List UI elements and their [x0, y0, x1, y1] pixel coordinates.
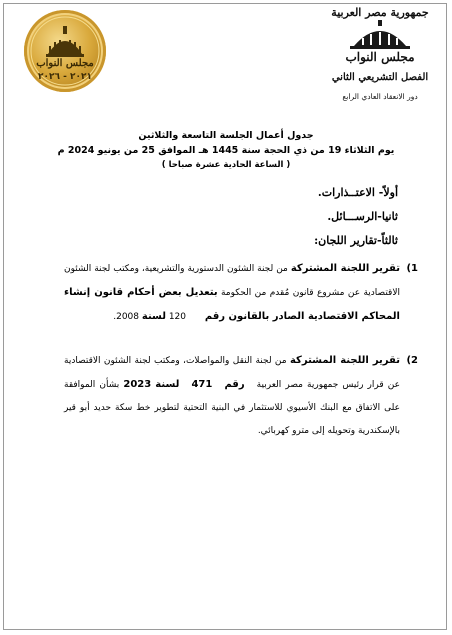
law-number: 120 [168, 312, 187, 322]
section-apologies: أولاً- الاعتــذارات. [317, 186, 398, 199]
agenda-time: ( الساعة الحادية عشرة صباحا ) [161, 160, 291, 170]
item-lead: تقرير اللجنة المشتركة [290, 263, 400, 274]
item-text: من لجنة الشئون الدستورية والتشريعية، ومكتب لجنة الشئون الاقتصادية عن مشروع قانون مُقدم من الحكومة [64, 264, 400, 298]
year-label: لسنة [141, 311, 166, 322]
agenda-item-1 [64, 257, 418, 329]
decree-year: 2023 [123, 379, 152, 390]
item-subject: بتعديل بعض أحكام قانون إنشاء المحاكم الاقتصادية الصادر بالقانون رقم [64, 287, 400, 322]
agenda-date: يوم الثلاثاء 19 من ذي الحجة سنة 1445 هـ الموافق 25 من يونيو 2024 م [57, 145, 395, 156]
decree-number: 471 [191, 379, 213, 390]
logo-country: جمهورية مصر العربية [331, 6, 429, 19]
section-letters: ثانيا-الرســـائل. [327, 210, 398, 223]
seal-text: مجلس النواب [36, 58, 94, 69]
seal-years: ٢٠٢١ - ٢٠٢٦ [38, 72, 92, 82]
dome-icon [348, 20, 412, 50]
section-committee-reports: ثالثاً-تقارير اللجان: [314, 234, 398, 247]
year-label: لسنة [155, 379, 180, 390]
law-year: 2008. [113, 312, 139, 322]
decree-label: رقم [224, 379, 245, 390]
item-number: 1) [406, 263, 418, 274]
item-text-continued: بشأن الموافقة على الاتفاق مع البنك الأسيوي للاستثمار في البنية التحتية لتطوير خط سكة حديد أبو قير بالإسكندرية وتحويله إلى مترو كهربائي. [64, 380, 400, 436]
logo-parliament-name: مجلس النواب [345, 50, 415, 64]
parliament-header-logo [318, 6, 442, 106]
item-lead: تقرير اللجنة المشتركة [289, 355, 400, 366]
agenda-title-block [20, 128, 432, 173]
item-number: 2) [406, 355, 418, 366]
parliament-seal-logo [24, 10, 106, 92]
logo-session: دور الانعقاد العادي الرابع [342, 92, 418, 101]
agenda-title: جدول أعمال الجلسة التاسعة والثلاثين [138, 130, 314, 141]
item-text: من لجنة النقل والمواصلات، ومكتب لجنة الشئون الاقتصادية عن قرار رئيس جمهورية مصر العربية [64, 356, 400, 390]
logo-legislative-term: الفصل التشريعي الثاني [331, 72, 429, 83]
agenda-item-2 [64, 349, 418, 443]
